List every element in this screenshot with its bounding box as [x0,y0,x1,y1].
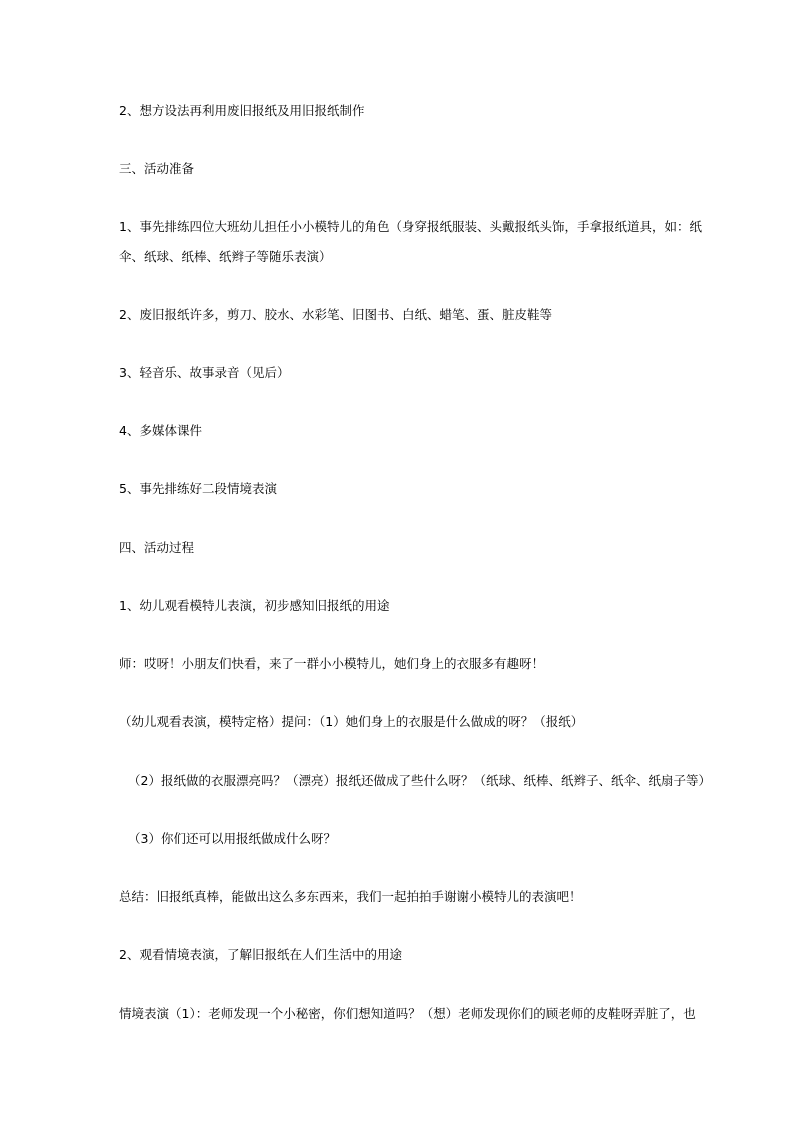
text-line: 总结：旧报纸真棒，能做出这么多东西来，我们一起拍拍手谢谢小模特儿的表演吧！ [119,889,582,904]
text-line: 2、想方设法再利用废旧报纸及用旧报纸制作 [119,103,365,118]
text-line: 师：哎呀！小朋友们快看，来了一群小小模特儿，她们身上的衣服多有趣呀！ [119,656,545,671]
text-line: （3）你们还可以用报纸做成什么呀？ [128,831,336,846]
text-line: 1、事先排练四位大班幼儿担任小小模特儿的角色（身穿报纸服装、头戴报纸头饰，手拿报纸道具，如：纸 [119,219,702,234]
text-line: 情境表演（1）：老师发现一个小秘密，你们想知道吗？（想）老师发现你们的顾老师的皮鞋呀弄脏了，也 [119,1006,696,1021]
text-line: 4、多媒体课件 [119,423,202,438]
text-line: 5、事先排练好二段情境表演 [119,481,277,496]
section-heading: 四、活动过程 [119,540,195,555]
text-line: 1、幼儿观看模特儿表演，初步感知旧报纸的用途 [119,598,390,613]
text-line: 3、轻音乐、故事录音（见后） [119,365,290,380]
text-line: 2、废旧报纸许多，剪刀、胶水、水彩笔、旧图书、白纸、蜡笔、蛋、脏皮鞋等 [119,307,552,322]
text-line: 伞、纸球、纸棒、纸辫子等随乐表演） [119,249,332,264]
text-line: 2、观看情境表演，了解旧报纸在人们生活中的用途 [119,947,402,962]
text-line: （2）报纸做的衣服漂亮吗？（漂亮）报纸还做成了些什么呀？（纸球、纸棒、纸辫子、纸伞、纸扇子等） [128,773,711,788]
section-heading: 三、活动准备 [119,161,195,176]
text-line: （幼儿观看表演，模特定格）提问：（1）她们身上的衣服是什么做成的呀？（报纸） [119,714,584,729]
